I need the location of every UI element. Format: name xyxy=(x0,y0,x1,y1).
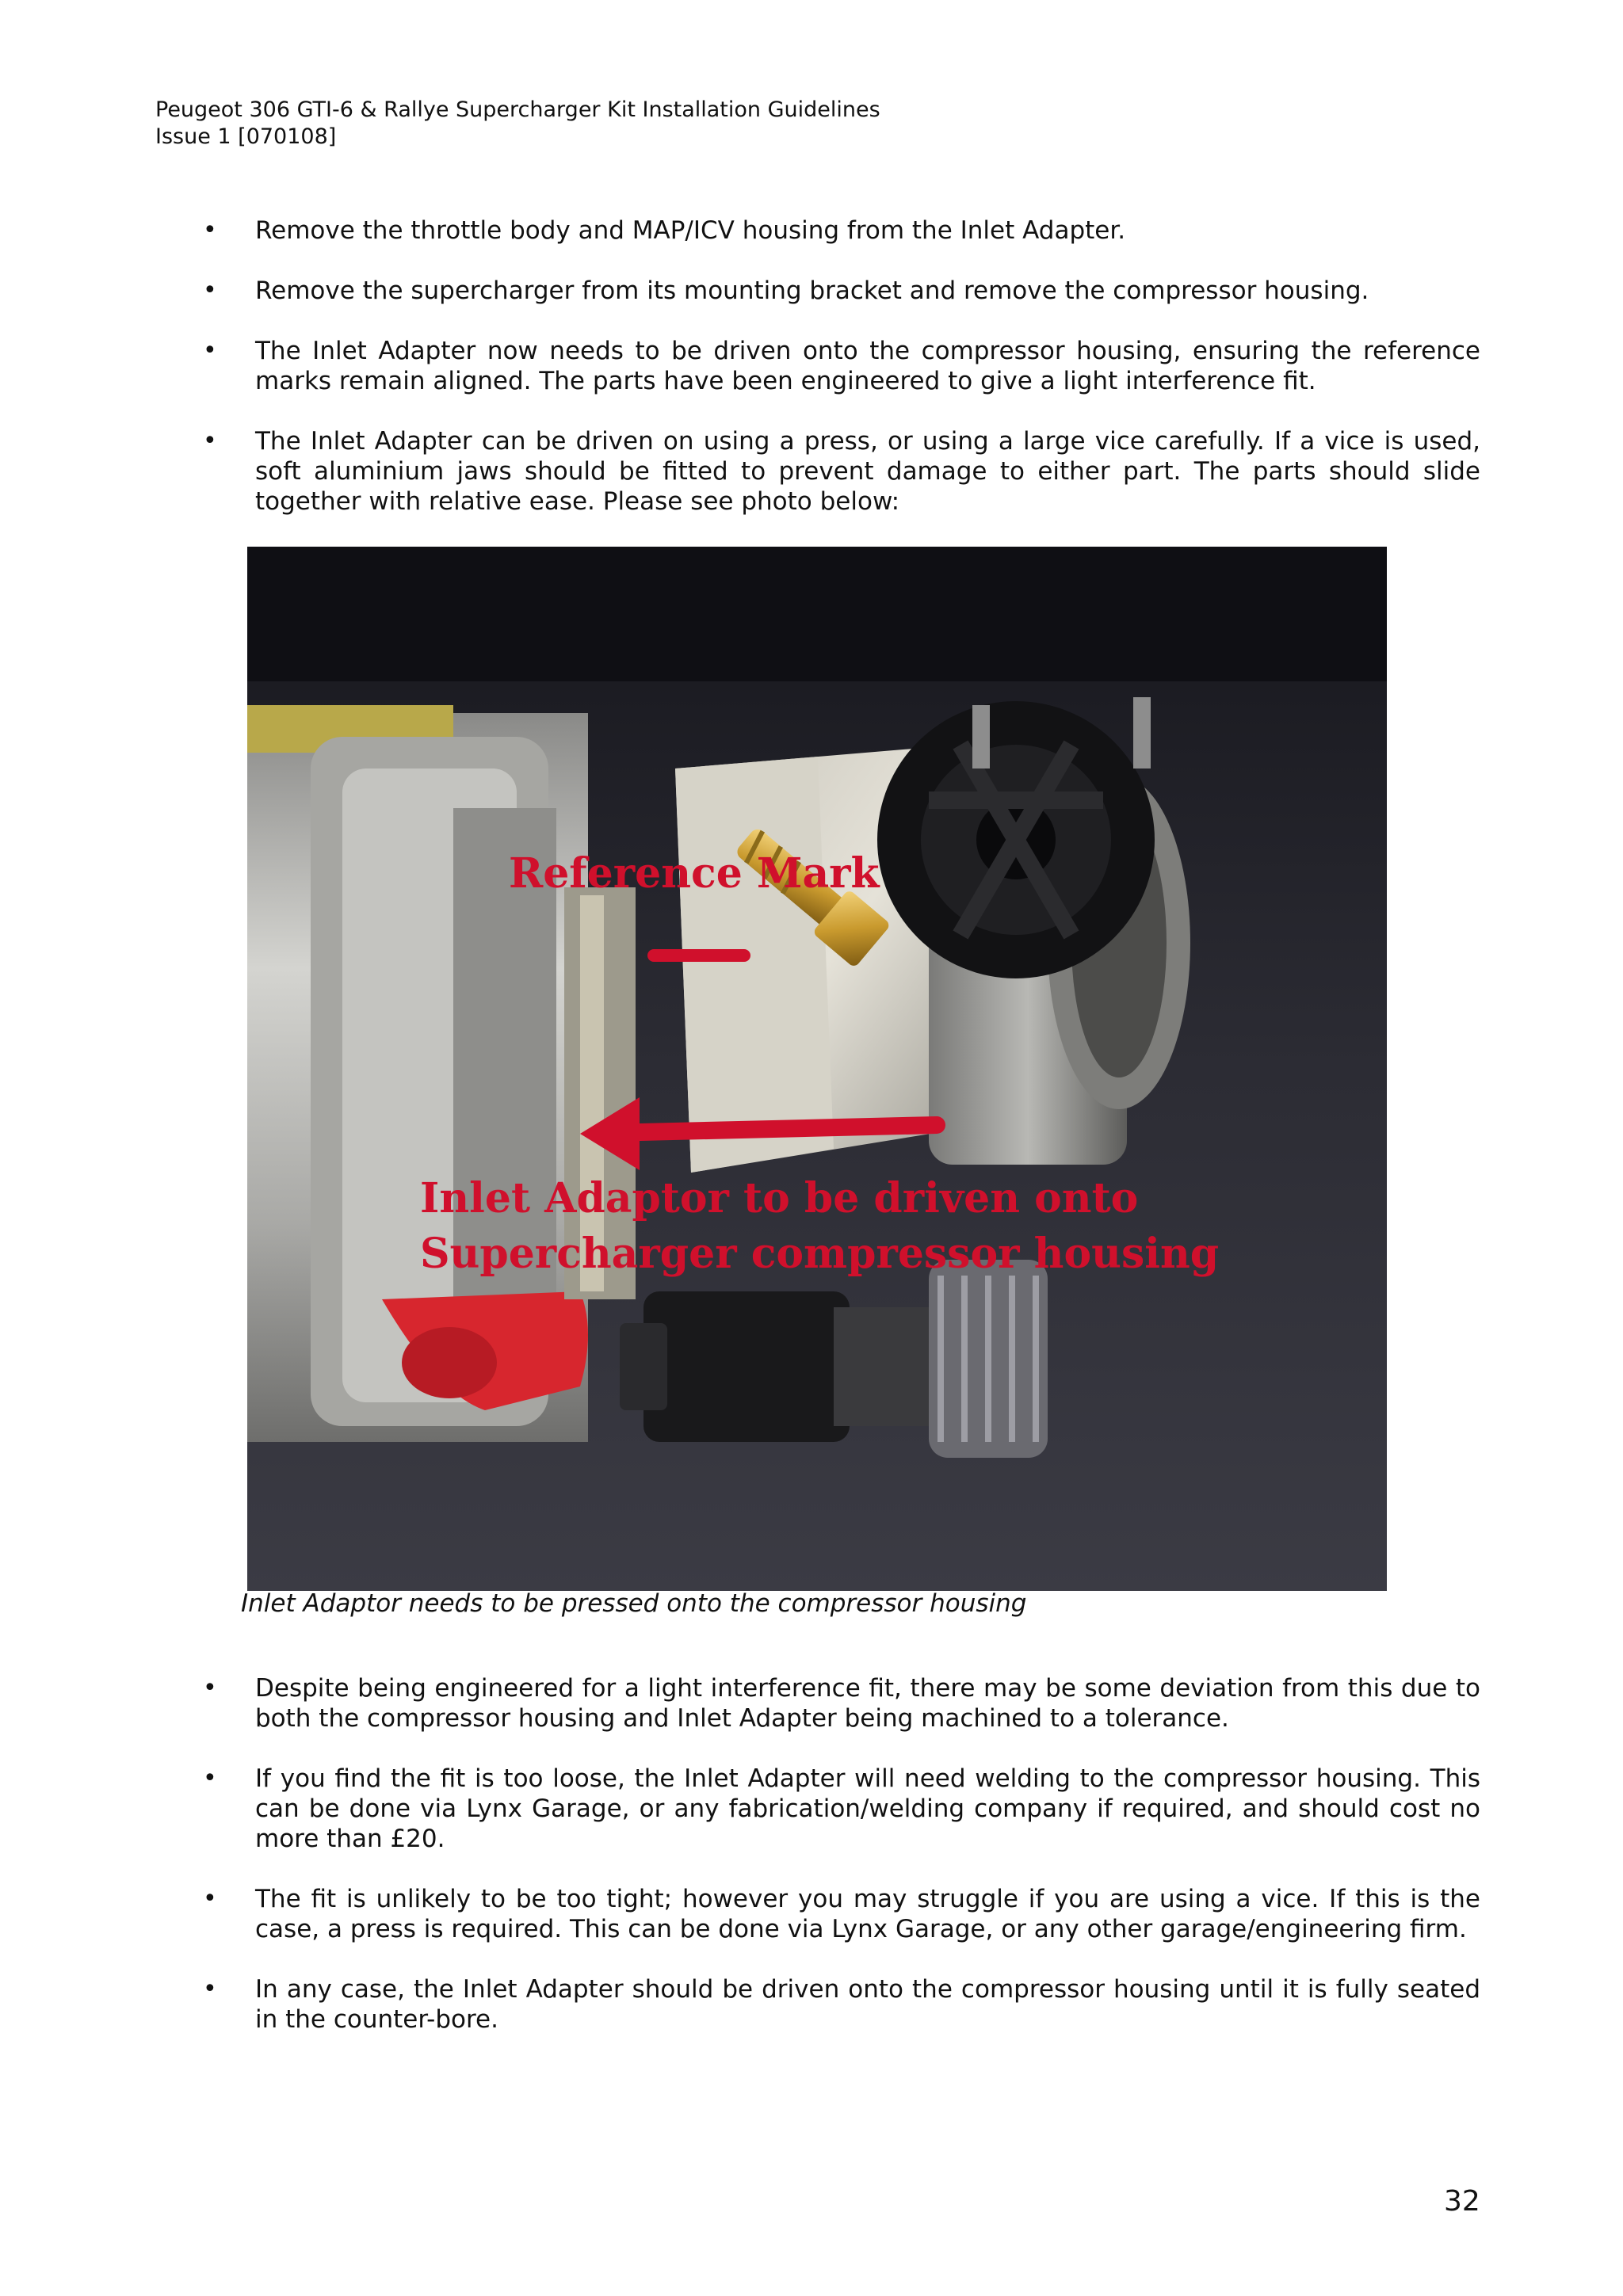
list-item-text: Despite being engineered for a light interference fit, there may be some deviation from this due to both the compressor housing and Inlet Adapter being machined to a tolerance. xyxy=(255,1674,1480,1733)
document-header xyxy=(155,97,880,151)
bullet-icon: • xyxy=(203,337,217,364)
bullet-icon: • xyxy=(203,1885,217,1913)
bullet-icon: • xyxy=(203,1975,217,2003)
list-item xyxy=(198,215,1480,246)
figure-caption: Inlet Adaptor needs to be pressed onto the compressor housing xyxy=(241,1589,1027,1618)
list-item xyxy=(198,336,1480,396)
document-title: Peugeot 306 GTI-6 & Rallye Supercharger Kit Installation Guidelines xyxy=(155,97,880,122)
bullet-icon: • xyxy=(203,1674,217,1702)
document-issue: Issue 1 [070108] xyxy=(155,124,337,149)
bullet-icon: • xyxy=(203,427,217,455)
list-item-text: The fit is unlikely to be too tight; however you may struggle if you are using a vice. If this is the case, a press is required. This can be done via Lynx Garage, or any other garage/engineering firm. xyxy=(255,1885,1480,1943)
list-item-text: Remove the throttle body and MAP/ICV housing from the Inlet Adapter. xyxy=(255,216,1126,245)
list-item xyxy=(198,276,1480,306)
reference-mark-label: Reference Mark xyxy=(509,849,880,898)
bullet-icon: • xyxy=(203,1764,217,1792)
list-item xyxy=(198,1764,1480,1854)
list-item xyxy=(198,1974,1480,2035)
supercharger-body xyxy=(247,705,588,1442)
instruction-list-top xyxy=(198,215,1480,547)
list-item-text: In any case, the Inlet Adapter should be driven onto the compressor housing until it is fully seated in the counter-bore. xyxy=(255,1975,1480,2034)
page-number: 32 xyxy=(1444,2185,1480,2218)
list-item xyxy=(198,1884,1480,1944)
icv-valve xyxy=(877,701,1155,978)
bullet-icon: • xyxy=(203,216,217,244)
list-item xyxy=(198,1673,1480,1733)
list-item xyxy=(198,426,1480,517)
instruction-list-bottom xyxy=(198,1673,1480,2065)
list-item-text: The Inlet Adapter now needs to be driven onto the compressor housing, ensuring the reference marks remain aligned. The parts have been engineered to give a light interference fit. xyxy=(255,337,1480,395)
list-item-text: Remove the supercharger from its mounting bracket and remove the compressor housing. xyxy=(255,277,1369,305)
list-item-text: The Inlet Adapter can be driven on using a press, or using a large vice carefully. If a vice is used, soft aluminium jaws should be fitted to prevent damage to either part. The parts should slide together with relative ease. Please see photo below: xyxy=(255,427,1480,516)
reference-mark xyxy=(647,949,750,962)
list-item-text: If you find the fit is too loose, the Inlet Adapter will need welding to the compressor housing. This can be done via Lynx Garage, or any fabrication/welding company if required, and should cost no more than £20. xyxy=(255,1764,1480,1853)
annotation-line-1: Inlet Adaptor to be driven onto xyxy=(420,1174,1139,1222)
annotation-line-2: Supercharger compressor housing xyxy=(420,1230,1220,1278)
bullet-icon: • xyxy=(203,277,217,304)
supercharger-photo xyxy=(247,547,1387,1591)
